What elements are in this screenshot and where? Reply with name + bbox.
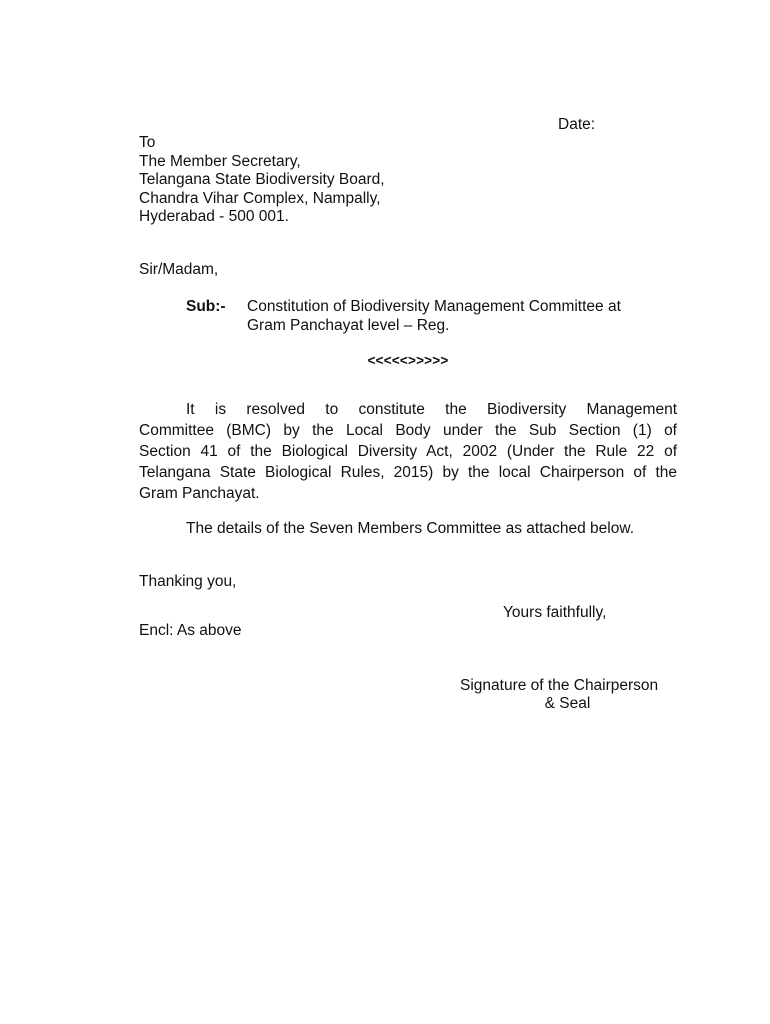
date-label: Date:	[558, 116, 596, 133]
separator-marks: <<<<<>>>>>	[367, 353, 449, 368]
recipient-line-street: Chandra Vihar Complex, Nampally,	[139, 189, 381, 207]
recipient-line-organization: Telangana State Biodiversity Board,	[139, 171, 385, 188]
seal-line: & Seal	[544, 695, 591, 712]
body-paragraph-2: The details of the Seven Members Committee as attached below.	[186, 520, 635, 537]
subject-label: Sub:-	[186, 298, 226, 315]
body-paragraph-1-line: Gram Panchayat.	[139, 485, 260, 502]
recipient-line-title: The Member Secretary,	[139, 152, 301, 170]
subject-line-2: Gram Panchayat level – Reg.	[247, 316, 450, 334]
signature-line: Signature of the Chairperson	[460, 677, 659, 694]
recipient-address	[139, 134, 385, 227]
recipient-line-to: To	[139, 134, 156, 151]
salutation: Sir/Madam,	[139, 261, 219, 278]
body-paragraph-1	[139, 399, 677, 504]
subject-text	[247, 298, 621, 335]
subject-line-1: Constitution of Biodiversity Management Committee at	[247, 298, 621, 315]
enclosure-note: Encl: As above	[139, 622, 242, 639]
body-paragraph-1-line: Section 41 of the Biological Diversity Act, 2002 (Under the Rule 22 of	[139, 443, 677, 460]
thanks-line: Thanking you,	[139, 573, 237, 590]
body-paragraph-1-line: Committee (BMC) by the Local Body under the Sub Section (1) of	[139, 422, 677, 439]
closing-line: Yours faithfully,	[503, 604, 607, 621]
body-paragraph-1-line: It is resolved to constitute the Biodiversity Management	[186, 401, 677, 418]
recipient-line-city: Hyderabad - 500 001.	[139, 208, 289, 225]
body-paragraph-1-line: Telangana State Biological Rules, 2015) by the local Chairperson of the	[139, 464, 677, 481]
